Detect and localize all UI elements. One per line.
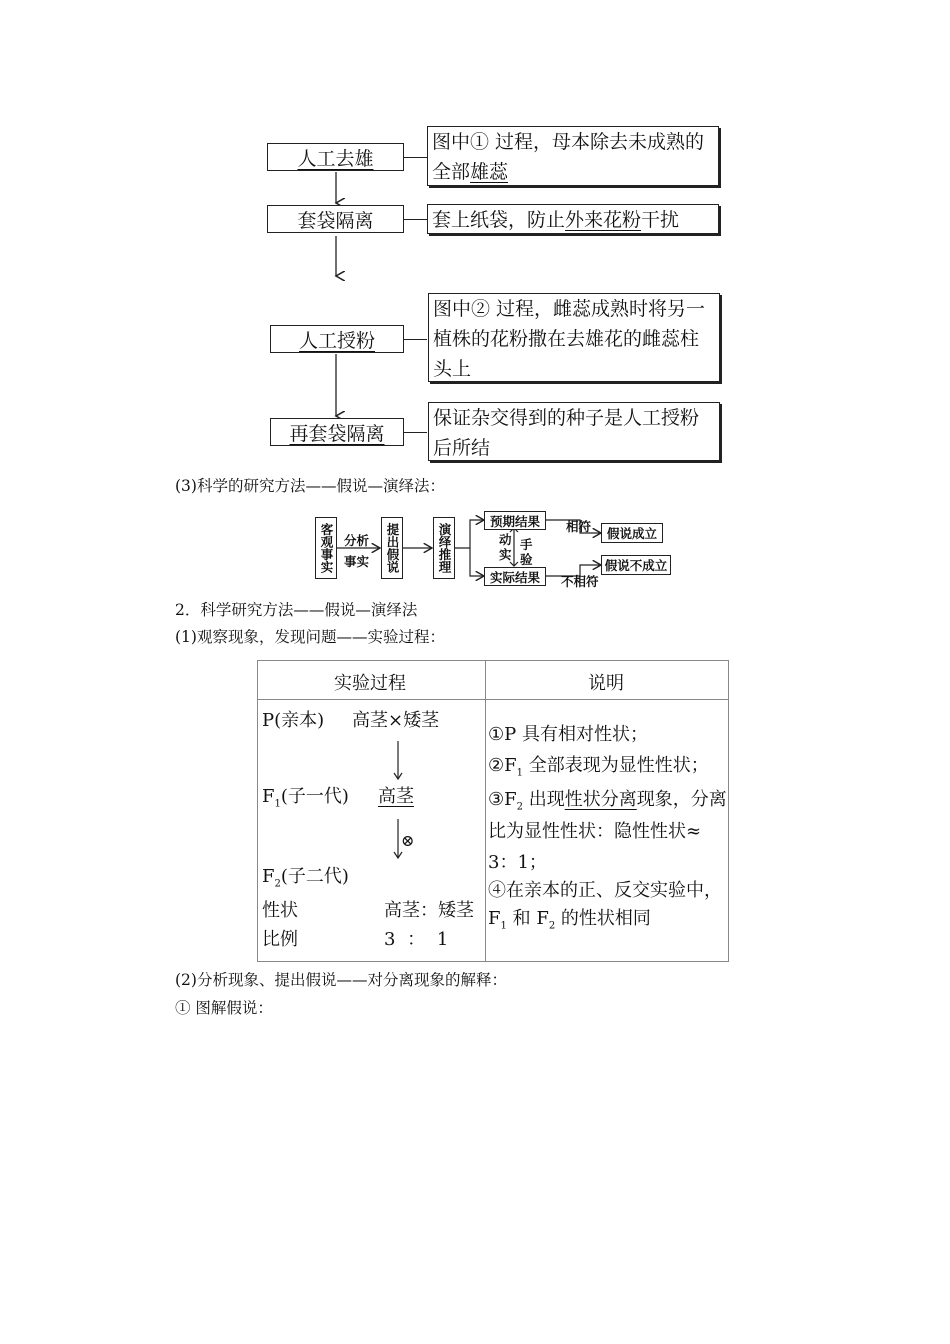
trait-value: 高茎：矮茎: [384, 900, 474, 921]
step-pollination: 人工授粉: [270, 325, 404, 353]
table-header-notes: 说明: [588, 673, 624, 694]
analyze-label-bottom: 事实: [344, 554, 370, 569]
note-line-7: $F_1$ 和 $F_2$ 的性状相同: [488, 908, 651, 932]
selfing-symbol: ⊗: [401, 831, 415, 850]
step-rebagging: 再套袋隔离: [270, 418, 404, 446]
hands-on-left: 动实: [499, 532, 512, 562]
note-line-2: $②F_1$ 全部表现为显性性状；: [488, 755, 709, 779]
ratio-value: 3 ： 1: [384, 929, 449, 950]
subsection-2: (2)分析现象、提出假说——对分离现象的解释：: [175, 971, 507, 989]
mismatch-label: 不相符: [561, 574, 599, 589]
f2-generation-label: $F_2$(子二代): [262, 866, 349, 890]
table-header-process: 实验过程: [334, 673, 406, 694]
experiment-table: [257, 660, 729, 962]
actual-result-box: 实际结果: [484, 567, 546, 586]
hands-on-right: 手验: [520, 537, 533, 567]
note-line-6: ④在亲本的正、反交实验中，: [488, 880, 722, 901]
deduction-box: 演绎推理: [433, 517, 455, 579]
trait-label: 性状: [262, 900, 298, 921]
method-title: (3)科学的研究方法——假说—演绎法：: [175, 477, 445, 495]
note-line-5: 3：1；: [488, 852, 547, 873]
section-heading: 2．科学研究方法——假说—演绎法: [175, 601, 418, 619]
subsection-3: ① 图解假说：: [175, 999, 273, 1017]
p-generation-cross: 高茎×矮茎: [352, 710, 440, 731]
hypothesis-confirmed-box: 假说成立: [601, 523, 663, 543]
note-line-1: ①P 具有相对性状；: [488, 724, 648, 745]
note-line-3: $③F_2$ 出现性状分离现象，分离: [488, 789, 727, 813]
p-generation-label: P(亲本): [262, 710, 325, 731]
hypothesis-rejected-box: 假说不成立: [601, 555, 671, 575]
note-rebagging: 保证杂交得到的种子是人工授粉后所结: [428, 402, 720, 461]
subsection-1: (1)观察现象，发现问题——实验过程：: [175, 628, 445, 646]
match-label: 相符: [566, 519, 592, 534]
note-line-4: 比为显性性状：隐性性状≈: [488, 821, 702, 842]
note-emasculation: 图中① 过程，母本除去未成熟的全部雄蕊: [427, 126, 719, 186]
note-bagging: 套上纸袋，防止外来花粉干扰: [427, 204, 719, 234]
step-bagging: 套袋隔离: [267, 205, 404, 233]
f1-generation-value: 高茎: [378, 786, 414, 807]
analyze-label-top: 分析: [344, 533, 370, 548]
f1-generation-label: $F_1$(子一代): [262, 786, 349, 810]
objective-facts-box: 客观事实: [315, 517, 337, 579]
note-pollination: 图中② 过程，雌蕊成熟时将另一植株的花粉撒在去雄花的雌蕊柱头上: [428, 293, 720, 382]
ratio-label: 比例: [262, 929, 298, 950]
expected-result-box: 预期结果: [484, 511, 546, 530]
step-emasculation: 人工去雄: [267, 143, 404, 171]
hypothesis-box: 提出假说: [381, 517, 403, 579]
